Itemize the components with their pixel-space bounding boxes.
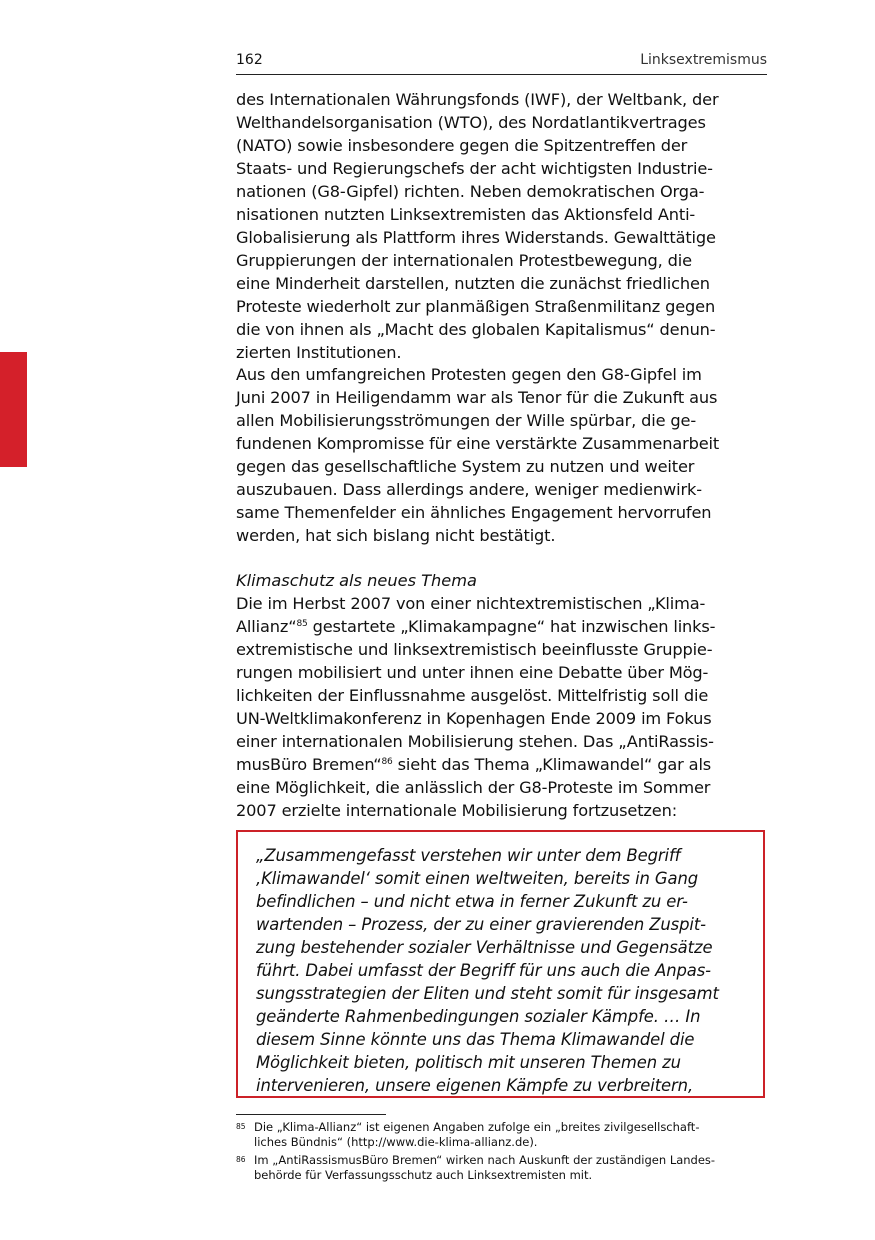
- footnote-number: 85: [236, 1122, 246, 1131]
- body-paragraph-3: [236, 592, 776, 822]
- paragraph-3-part-c: sieht das Thema „Klimawandel“ gar als eine Möglichkeit, die anlässlich der G8-Proteste im Sommer 2007 erzielte internationale Mobilisierung fortzusetzen:: [236, 755, 712, 820]
- footnote-number: 86: [236, 1155, 246, 1164]
- quotation-box: [236, 830, 765, 1098]
- footnote-text: Die „Klima-Allianz“ ist eigenen Angaben zufolge ein „breites zivilgesellschaft- liches Bündnis“ (http://www.die-klima-allianz.de).: [254, 1120, 700, 1149]
- footnote-ref-85[interactable]: 85: [296, 619, 308, 629]
- paragraph-3-part-b: gestartete „Klimakampagne“ hat inzwischen links- extremistische und linksextremistisch beeinflusste Gruppie- rungen mobilisiert und unter ihnen eine Debatte über Mög- lichkeiten der Einflussnahme ausgelöst. Mittelfristig soll die UN-Weltklimakonferenz in Kopenhagen Ende 2009 im Fokus einer internationalen Mobilisierung stehen. Das „AntiRassis- musBüro Bremen“: [236, 617, 716, 774]
- running-head: Linksextremismus: [640, 52, 767, 68]
- footnote-rule: [236, 1114, 386, 1115]
- body-paragraph-1: des Internationalen Währungsfonds (IWF), der Weltbank, der Welthandelsorganisation (WTO), des Nordatlantikvertrages (NATO) sowie insbesondere gegen die Spitzentreffen der Staats- und Regierungschefs der acht wichtigsten Industrie- nationen (G8-Gipfel) richten. Neben demokratischen Orga- nisationen nutzten Linksextremisten das Aktionsfeld Anti- Globalisierung als Plattform ihres Widerstands. Gewalttätige Gruppierungen der internationalen Protestbewegung, die eine Minderheit darstellen, nutzten die zunächst friedlichen Proteste wiederholt zur planmäßigen Straßenmilitanz gegen die von ihnen als „Macht des globalen Kapitalismus“ denun- zierten Institutionen.: [236, 90, 719, 362]
- footnote-ref-86[interactable]: 86: [381, 757, 393, 767]
- footnote-text: Im „AntiRassismusBüro Bremen“ wirken nach Auskunft der zuständigen Landes- behörde für Verfassungsschutz auch Linksextremisten mit.: [254, 1153, 716, 1182]
- chapter-marker-tab: [0, 352, 27, 467]
- body-paragraph-2: Aus den umfangreichen Protesten gegen den G8-Gipfel im Juni 2007 in Heiligendamm war als Tenor für die Zukunft aus allen Mobilisierungsströmungen der Wille spürbar, die ge- fundenen Kompromisse für eine verstärkte Zusammenarbeit gegen das gesellschaftliche System zu nutzen und weiter auszubauen. Dass allerdings andere, weniger medienwirk- same Themenfelder ein ähnliches Engagement hervorrufen werden, hat sich bislang nicht bestätigt.: [236, 365, 720, 545]
- page-number: 162: [236, 52, 263, 68]
- paragraph-3-part-a: Die im Herbst 2007 von einer nichtextremistischen „Klima- Allianz“: [236, 594, 706, 636]
- quotation-text: „Zusammengefasst verstehen wir unter dem Begriff ‚Klimawandel‘ somit einen weltweiten, bereits in Gang befindlichen – und nicht etwa in ferner Zukunft zu er- wartenden – Prozess, der zu einer gravierenden Zuspit- zung bestehender sozialer Verhältnisse und Gegensätze führt. Dabei umfasst der Begriff für uns auch die Anpas- sungsstrategien der Eliten und steht somit für insgesamt geänderte Rahmenbedingungen sozialer Kämpfe. … In diesem Sinne könnte uns das Thema Klimawandel die Möglichkeit bieten, politisch mit unseren Themen zu intervenieren, unsere eigenen Kämpfe zu verbreitern,: [256, 846, 719, 1095]
- header-rule: [236, 74, 767, 75]
- section-subheading: Klimaschutz als neues Thema: [236, 571, 477, 590]
